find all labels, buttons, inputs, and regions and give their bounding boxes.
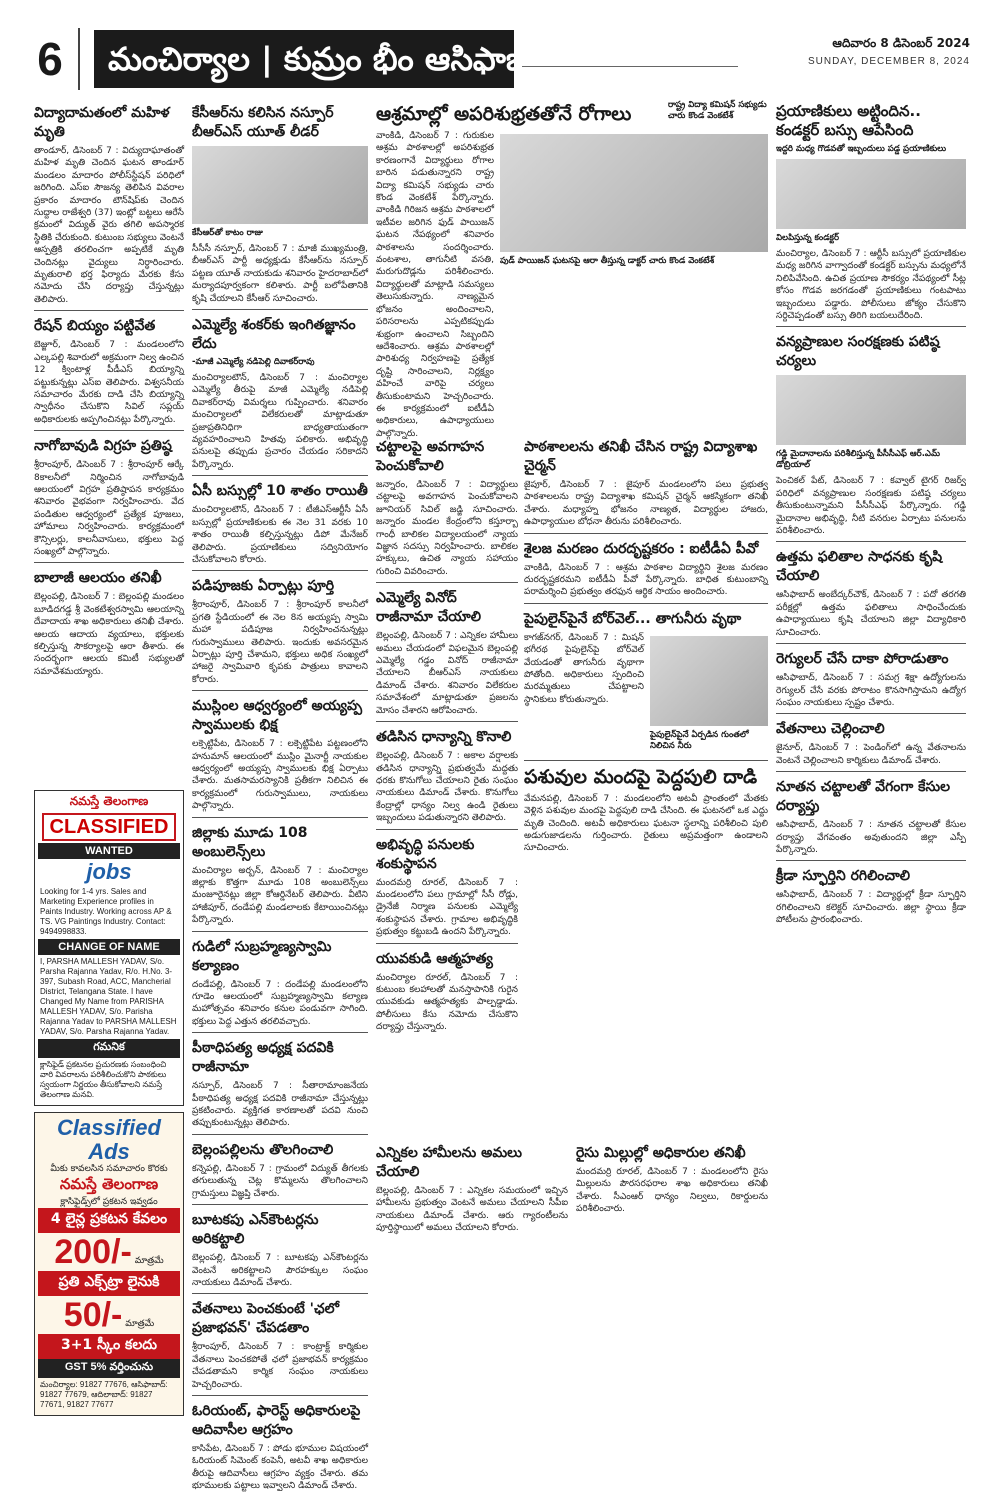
article <box>34 437 184 558</box>
article <box>192 938 368 1029</box>
article-body: కన్నెపల్లి, డిసెంబర్ 7 : గ్రామంలో విద్యుత్ తీగలకు తగులుతున్న చెట్ల కొమ్మలను తొలగించాలని గ్రామస్తులు విజ్ఞప్తి చేశారు. <box>192 1163 368 1199</box>
article <box>192 824 368 927</box>
lead-body: వాంకిడి, డిసెంబర్ 7 : గురుకుల ఆశ్రమ పాఠశాలల్లో అపరిశుభ్రత కారణంగానే విద్యార్థులు రోగాల బారిన పడుతున్నారని రాష్ట్ర విద్యా కమిషన్ సభ్యుడు చారు కొండ వెంకటేశ్ పేర్కొన్నారు. వాంకిడి గిరిజన ఆశ్రమ పాఠశాలలో ఇటీవల జరిగిన ఫుడ్ పాయిజన్ ఘటన నేపథ్యంలో శనివారం పాఠశాలను సందర్శించారు. వంటశాల, తాగునీటి వసతి, మరుగుదొడ్లను పరిశీలించారు. విద్యార్థులతో మాట్లాడి సమస్యలు తెలుసుకున్నారు. నాణ్యమైన భోజనం అందించాలని, పరిసరాలను ఎప్పటికప్పుడు శుభ్రంగా ఉంచాలని సిబ్బందిని ఆదేశించారు. ఆశ్రమ పాఠశాలల్లో పారిశుధ్య నిర్వహణపై ప్రత్యేక దృష్టి సారించాలని, నిర్లక్ష్యం వహించే వారిపై చర్యలు తీసుకుంటామని హెచ్చరించారు. ఈ కార్యక్రమంలో ఐటీడీఏ అధికారులు, ఉపాధ్యాయులు పాల్గొన్నారు. <box>376 131 494 439</box>
article <box>192 1141 368 1200</box>
newspaper-page <box>8 8 973 1494</box>
change-of-name-heading: CHANGE OF NAME <box>38 939 180 955</box>
article <box>34 104 184 306</box>
article-row <box>524 632 768 756</box>
headline: విద్యాదామతంలో మహిళ మృతి <box>34 105 170 140</box>
article-body: శ్రీరాంపూర్, డిసెంబర్ 7 : శ్రీరాంపూర్ ఆర్కే 8కాలనీలో నిర్మించిన నాగోబావుడి ఆలయంలో విగ్రహ ప్రతిష్ఠాపన కార్యక్రమం శనివారం వైభవంగా నిర్వహించారు. వేద పండితుల ఆధ్వర్యంలో ప్రత్యేక పూజలు, హోమాలు నిర్వహించారు. కార్యక్రమంలో కౌన్సిలర్లు, కాలనీవాసులు, భక్తులు పెద్ద సంఖ్యలో పాల్గొన్నారు. <box>34 460 184 557</box>
article <box>192 316 368 471</box>
divider <box>376 943 518 944</box>
promo-line: క్లాసిఫైడ్స్‌లో ప్రకటన ఇవ్వడం <box>60 1197 158 1207</box>
photo-caption: విలపిస్తున్న కండక్టర్ <box>776 233 839 243</box>
article <box>524 540 768 599</box>
column-4 <box>524 432 768 1132</box>
promo-brand: నమస్తే తెలంగాణ <box>59 1175 159 1193</box>
article <box>192 1211 368 1289</box>
article <box>192 1300 368 1391</box>
headline: ఎన్నికల హామీలను అమలు చేయాలి <box>376 1145 522 1180</box>
jobs-logo: jobs <box>86 859 132 884</box>
price-base-tail: మాత్రమే <box>134 1256 164 1266</box>
article-body: మందమర్రి రూరల్, డిసెంబర్ 7 : మండలంలోని రైసు మిల్లులను పౌరసరఫరాల శాఖ అధికారులు తనిఖీ చేశారు. సీఎంఆర్ ధాన్యం నిల్వలు, రికార్డులను పరిశీలించారు. <box>576 1167 768 1215</box>
article-body: కాగజ్‌నగర్, డిసెంబర్ 7 : మిషన్ భగీరథ పైపులైన్‌పై బోర్‌వెల్ వేయడంతో తాగునీరు వృథాగా పోతోంది. అధికారులు స్పందించి మరమ్మతులు చేపట్టాలని స్థానికులు కోరుతున్నారు. <box>524 632 644 705</box>
divider <box>776 860 966 861</box>
headline: చట్టాలపై అవగాహన పెంచుకోవాలి <box>376 439 485 474</box>
headline: జిల్లాకు మూడు 108 అంబులెన్స్‌లు <box>192 824 308 860</box>
divider <box>376 721 518 722</box>
divider <box>192 931 368 932</box>
article-body: నస్పూర్, డిసెంబర్ 7 : సీతారామాంజనేయ పీఠాధిపత్య అధ్యక్ష పదవికి రాజీనామా చేస్తున్నట్లు ప్రకటించారు. వ్యక్తిగత కారణాలతో పదవి నుంచి తప్పుకుంటున్నట్లు తెలిపారు. <box>192 1081 368 1129</box>
photo-block <box>650 632 768 756</box>
price-extra-tail: మాత్రమే <box>125 1319 155 1329</box>
article <box>776 867 966 926</box>
article-body: జన్నారం, డిసెంబర్ 7 : విద్యార్థులు చట్టాలపై అవగాహన పెంచుకోవాలని జూనియర్ సివిల్ జడ్జి సూచించారు. జన్నారం మండల కేంద్రంలోని కస్తూర్బా గాంధీ బాలికల విద్యాలయంలో న్యాయ విజ్ఞాన సదస్సు నిర్వహించారు. బాలికల హక్కులు, ఉచిత న్యాయ సహాయం గురించి వివరించారు. <box>376 480 518 577</box>
article <box>376 728 518 824</box>
headline: నూతన చట్టాలతో వేగంగా కేసుల దర్యాప్తు <box>776 779 951 815</box>
section-title: మంచిర్యాల | కుమ్రం భీం ఆసిఫాబాద్ <box>94 30 514 88</box>
notice-heading: గమనిక <box>38 1039 180 1058</box>
article <box>376 836 518 939</box>
headline: బెల్లంపల్లిలను తొలగించాలి <box>192 1141 334 1158</box>
article <box>524 765 768 855</box>
article-body: బెల్లంపల్లి, డిసెంబర్ 7 : అకాల వర్షాలకు తడిసిన ధాన్యాన్ని ప్రభుత్వమే మద్దతు ధరకు కొనుగోలు చేయాలని రైతు సంఘం నాయకులు డిమాండ్ చేశారు. కొనుగోలు కేంద్రాల్లో ధాన్యం నిల్వ ఉండి రైతులు ఇబ్బందులు పడుతున్నారని తెలిపారు. <box>376 751 518 824</box>
article-body: మంచిర్యాలటౌన్, డిసెంబర్ 7 : మంచిర్యాల ఎమ్మెల్యే తీరుపై మాజీ ఎమ్మెల్యే నడిపెల్లి దివాకర్‌రావు విమర్శలు గుప్పించారు. శనివారం మంచిర్యాలలో విలేకరులతో మాట్లాడుతూ ప్రజాప్రతినిధిగా బాధ్యతాయుతంగా వ్యవహరించాలని హితవు పలికారు. అభివృద్ధి పనులపై తప్పుడు ప్రచారం చేయడం సరికాదని పేర్కొన్నారు. <box>192 373 368 470</box>
article <box>776 720 966 767</box>
divider <box>192 570 368 571</box>
article-body: వేమనపల్లి, డిసెంబర్ 7 : మండలంలోని అటవీ ప్రాంతంలో మేతకు వెళ్లిన పశువుల మందపై పెద్దపులి దాడి చేసింది. ఈ ఘటనలో ఒక ఎద్దు మృతి చెందింది. అటవీ అధికారులు ఘటనా స్థలాన్ని పరిశీలించి పులి అడుగుజాడలను గుర్తించారు. రైతులు అప్రమత్తంగా ఉండాలని సూచించారు. <box>524 793 768 854</box>
photo <box>776 159 966 229</box>
gst-note: GST 5% వర్తించును <box>38 1359 180 1378</box>
price-row <box>38 1296 180 1334</box>
headline: రెగ్యులర్ చేసే దాకా పోరాడుతాం <box>776 651 949 668</box>
extra-line-offer: ప్రతి ఎక్స్‌ట్రా లైనుకి <box>38 1271 180 1296</box>
wanted-heading: WANTED <box>38 843 180 859</box>
divider <box>376 829 518 830</box>
headline: రైసు మిల్లుల్లో అధికారుల తనిఖీ <box>576 1145 746 1161</box>
headline: ముస్లింల ఆధ్వర్యంలో అయ్యప్ప స్వాములకు భిక్ష <box>192 698 363 734</box>
divider <box>192 817 368 818</box>
contact-phones: మంచిర్యాల: 91827 77676, ఆసిఫాబాద్: 91827 77679, ఆదిలాబాద్: 91827 77671, 91827 77677 <box>40 1380 168 1409</box>
headline: అభివృద్ధి పనులకు శంకుస్థాపన <box>376 836 475 872</box>
article-body: బెల్లంపల్లి, డిసెంబర్ 7 : బెల్లంపల్లి మండలం బూడిదగడ్డ శ్రీ వెంకటేశ్వరస్వామి ఆలయాన్ని దేవాదాయ శాఖ అధికారులు తనిఖీ చేశారు. ఆలయ ఆదాయ వ్యయాలు, భక్తులకు కల్పిస్తున్న సౌకర్యాలపై ఆరా తీశారు. ఈ సందర్భంగా ఆలయ కమిటీ సభ్యులతో సమావేశమయ్యారు. <box>34 592 184 677</box>
promo-title: Classified Ads <box>57 1115 161 1164</box>
headline: నాగోబావుడి విగ్రహ ప్రతిష్ఠ <box>34 438 172 455</box>
article-body: శ్రీరాంపూర్, డిసెంబర్ 7 : శ్రీరాంపూర్ కాలనీలో ప్రగతి స్టేడియంలో ఈ నెల 8న అయ్యప్ప స్వామి మహా పడిపూజ నిర్వహించనున్నట్లు గురుస్వాములు తెలిపారు. ఇందుకు అవసరమైన ఏర్పాట్లు పూర్తి చేశామని, భక్తులు అధిక సంఖ్యలో హాజరై స్వామివారి కృపకు పాత్రులు కావాలని కోరారు. <box>192 600 368 685</box>
divider <box>376 582 518 583</box>
article-body: సీసీసీ నస్పూర్, డిసెంబర్ 7 : మాజీ ముఖ్యమంత్రి, బీఆర్ఎస్ పార్టీ అధ్యక్షుడు కేసీఆర్‌ను నస్పూర్ పట్టణ యూత్ నాయకుడు శనివారం హైదరాబాద్‌లో మర్యాదపూర్వకంగా కలిశారు. పార్టీ బలోపేతానికి కృషి చేయాలని కేసీఆర్ సూచించారు. <box>192 244 368 304</box>
headline: ఎమ్మెల్యే శంకర్‌కు ఇంగితజ్ఞానం లేదు <box>192 317 356 353</box>
masthead-rule <box>522 66 738 67</box>
headline: గుడిలో సుబ్రహ్మణ్యస్వామి కల్యాణం <box>192 938 332 974</box>
article-body: ఆసిఫాబాద్ అంబేద్కర్‌చౌక్, డిసెంబర్ 7 : పదో తరగతి పరీక్షల్లో ఉత్తమ ఫలితాలు సాధించేందుకు ఉపాధ్యాయులు కృషి చేయాలని జిల్లా విద్యాధికారి సూచించారు. <box>776 590 966 638</box>
headline: బూటకపు ఎన్‌కౌంటర్లను అరికట్టాలి <box>192 1212 319 1248</box>
article <box>376 589 518 717</box>
article <box>192 577 368 686</box>
brand-logo: నమస్తే తెలంగాణ <box>69 794 149 808</box>
headline: కేసీఆర్‌ను కలిసిన నస్పూర్ బీఆర్ఎస్ యూత్ లీడర్ <box>192 105 334 140</box>
classified-title: CLASSIFIED <box>42 813 176 841</box>
divider <box>192 1293 368 1294</box>
divider <box>192 1395 368 1396</box>
column-1 <box>34 98 184 778</box>
article <box>776 650 966 709</box>
lead-kicker: రాష్ట్ర విద్యా కమిషన్ సభ్యుడు చారు కొండ వెంకటేశ్ <box>668 100 767 121</box>
headline: వేతనాలు చెల్లించాలి <box>776 721 885 738</box>
article-body: వాంకిడి, డిసెంబర్ 7 : ఆశ్రమ పాఠశాల విద్యార్థిని శైలజ మరణం దురదృష్టకరమని ఐటీడీఏ పీవో పేర్కొన్నారు. బాధిత కుటుంబాన్ని పరామర్శించి ప్రభుత్వం తరఫున ఆర్థిక సాయం అందించారు. <box>524 562 768 598</box>
article <box>776 102 966 322</box>
headline: క్రీడా స్ఫూర్తిని రగిలించాలి <box>776 868 911 885</box>
divider <box>192 309 368 310</box>
headline: ఏసీ బస్సుల్లో 10 శాతం రాయితీ <box>192 483 368 500</box>
divider <box>776 326 966 327</box>
headline: వన్యప్రాణుల సంరక్షణకు పటిష్ఠ చర్యలు <box>776 334 940 370</box>
article-body: దండేపల్లి, డిసెంబర్ 7 : దండేపల్లి మండలంలోని గూడెం ఆలయంలో సుబ్రహ్మణ్యస్వామి కల్యాణ మహోత్సవం శనివారం కనుల పండువగా సాగింది. భక్తులు పెద్ద ఎత్తున తరలివచ్చారు. <box>192 979 368 1027</box>
article <box>524 610 768 756</box>
divider <box>34 310 184 311</box>
article-body: కాసిపేట, డిసెంబర్ 7 : పోడు భూముల విషయంలో ఓరియంట్ సిమెంట్ కంపెనీ, అటవీ శాఖ అధికారుల తీరుపై ఆదివాసీలు ఆగ్రహం వ్యక్తం చేశారు. తమ భూములకు పట్టాలు ఇవ్వాలని డిమాండ్ చేశారు. <box>192 1443 368 1492</box>
article-body: బెల్లంపల్లి, డిసెంబర్ 7 : ఎన్నికల సమయంలో ఇచ్చిన హామీలను ప్రభుత్వం వెంటనే అమలు చేయాలని సీపీఐ నాయకులు డిమాండ్ చేశారు. ఆరు గ్యారంటీలను పూర్తిస్థాయిలో అమలు చేయాలని కోరారు. <box>376 1186 568 1234</box>
headline: పాఠశాలలను తనిఖీ చేసిన రాష్ట్ర విద్యాశాఖ చైర్మన్ <box>524 439 758 474</box>
divider <box>776 713 966 714</box>
photo <box>776 375 966 445</box>
classified-promo <box>34 1112 184 1416</box>
article <box>34 317 184 426</box>
headline: తడిసిన ధాన్యాన్ని కొనాలి <box>376 729 512 746</box>
article-body: మందమర్రి రూరల్, డిసెంబర్ 7 : మండలంలోని పలు గ్రామాల్లో సీసీ రోడ్లు, డ్రైనేజీ నిర్మాణ పనులకు ఎమ్మెల్యే శంకుస్థాపన చేశారు. గ్రామాల అభివృద్ధికి ప్రభుత్వం కట్టుబడి ఉందని పేర్కొన్నారు. <box>376 877 518 938</box>
price-extra: 50/- <box>63 1296 123 1334</box>
article <box>192 482 368 566</box>
headline: పైపులైన్‌పైనే బోర్‌వెల్... తాగునీరు వృథా <box>524 610 742 627</box>
article-body: మంచిర్యాలటౌన్, డిసెంబర్ 7 : టీజీఎస్ఆర్టీసీ ఏసీ బస్సుల్లో ప్రయాణికులకు ఈ నెల 31 వరకు 10 శాతం రాయితీ కల్పిస్తున్నట్లు డిపో మేనేజర్ తెలిపారు. ప్రయాణికులు సద్వినియోగం చేసుకోవాలని కోరారు. <box>192 505 368 565</box>
lines-offer: 4 లైన్ల ప్రకటన కేవలం <box>38 1208 180 1233</box>
article <box>576 1138 768 1490</box>
photo-caption: పైపులైన్‌పైనే ఏర్పడిన గుంతలో నిలిచిన నీరు <box>650 729 749 751</box>
headline: పశువుల మందపై పెద్దపులి దాడి <box>524 765 758 788</box>
headline: రేషన్ బియ్యం పట్టివేత <box>34 318 156 335</box>
headline: ఎమ్మెల్యే వినోద్ రాజీనామా చేయాలి <box>376 590 482 626</box>
change-of-name-text: I, PARSHA MALLESH YADAV, S/o. Parsha Rajanna Yadav, R/o. H.No. 3-397, Subash Road, ACC, Mancherial District, Telangana State. I have Changed My Name from PARISHA MALLESH YADAV, S/o. Parisha Rajanna Yadav to PARSHA MALLESH YADAV, S/o. Parsha Rajanna Yadav. <box>40 957 177 1036</box>
lead-photo-block <box>500 130 768 440</box>
divider <box>192 690 368 691</box>
divider <box>776 643 966 644</box>
headline: యువకుడి ఆత్మహత్య <box>376 950 493 967</box>
headline: ఉత్తమ ఫలితాల సాధనకు కృషి చేయాలి <box>776 549 943 585</box>
kicker: ఇద్దరి మధ్య గొడవతో ఇబ్బందులు పడ్డ ప్రయాణికులు <box>776 144 947 154</box>
divider <box>192 1204 368 1205</box>
article-body: ఆసిఫాబాద్, డిసెంబర్ 7 : విద్యార్థుల్లో క్రీడా స్ఫూర్తిని రగిలించాలని కలెక్టర్ సూచించారు. జిల్లా స్థాయి క్రీడా పోటీలను ప్రారంభించారు. <box>776 890 966 926</box>
headline: ప్రయాణికులు అట్టిందిన.. కండక్టర్ బస్సు ఆపేసింది <box>776 102 921 139</box>
article-body: శ్రీరాంపూర్, డిసెంబర్ 7 : కాంట్రాక్ట్ కార్మికుల వేతనాలు పెంచకపోతే ఛలో ప్రజాభవన్ కార్యక్రమం చేపడతామని కార్మిక సంఘం నాయకులు హెచ్చరించారు. <box>192 1342 368 1390</box>
promo-subtitle: మీకు కావలసిన సమాచారం కొరకు <box>50 1164 168 1174</box>
divider <box>524 533 768 534</box>
article-body: బెల్లంపల్లి, డిసెంబర్ 7 : బూటకపు ఎన్‌కౌంటర్లను వెంటనే అరికట్టాలని పౌరహక్కుల సంఘం నాయకులు డిమాండ్ చేశారు. <box>192 1253 368 1288</box>
photo-caption: గడ్డి మైదానాలను పరిశీలిస్తున్న పీసీసీఎఫ్ ఆర్.ఎమ్ డోబ్రియాల్ <box>776 449 940 471</box>
article-body: ఆసిఫాబాద్, డిసెంబర్ 7 : నూతన చట్టాలతో కేసుల దర్యాప్తు వేగవంతం అవుతుందని జిల్లా ఎస్పీ పేర్కొన్నారు. <box>776 820 966 855</box>
article-body: పెంచికల్ పేట్, డిసెంబర్ 7 : కవ్వాల్ టైగర్ రిజర్వ్ పరిధిలో వన్యప్రాణుల సంరక్షణకు పటిష్ఠ చర్యలు తీసుకుంటున్నామని పీసీసీఎఫ్ పేర్కొన్నారు. గడ్డి మైదానాల అభివృద్ధి, నీటి వనరుల ఏర్పాటు పనులను పరిశీలించారు. <box>776 476 966 537</box>
article <box>192 697 368 812</box>
article-body: ఆసిఫాబాద్, డిసెంబర్ 7 : సమగ్ర శిక్షా ఉద్యోగులను రెగ్యులర్ చేసే వరకు పోరాటం కొనసాగిస్తామని ఉద్యోగ సంఘం నాయకులు స్పష్టం చేశారు. <box>776 673 966 708</box>
byline: -మాజీ ఎమ్మెల్యే నడిపెల్లి దివాకర్‌రావు <box>192 357 315 368</box>
headline: పడిపూజకు ఏర్పాట్లు పూర్తి <box>192 578 335 595</box>
article <box>776 333 966 537</box>
lead-story <box>376 98 768 439</box>
article <box>524 438 768 529</box>
article <box>376 950 518 1034</box>
photo-caption: కేసీఆర్‌తో కాటం రాజు <box>192 228 263 238</box>
divider <box>192 1134 368 1135</box>
wanted-text: Looking for 1-4 yrs. Sales and Marketing Experience profiles in Paints Industry. Working across AP & TS. VG Paintings Industry. Contact: 9494998833. <box>40 887 172 936</box>
headline: శైలజ మరణం దురదృష్టకరం : ఐటీడీఏ పీవో <box>524 540 759 557</box>
masthead-date <box>730 36 970 67</box>
lead-headline: ఆశ్రమాల్లో అపరిశుభ్రతతోనే రోగాలు <box>376 103 632 125</box>
divider <box>34 430 184 431</box>
divider <box>776 541 966 542</box>
lead-photo-caption: పుడ్ పాయిజన్ ఘటనపై ఆరా తీస్తున్న డాక్టర్ చారు కొండ వెంకటేశ్ <box>500 256 715 266</box>
article <box>192 1402 368 1493</box>
headline: పీఠాధిపత్య అధ్యక్ష పదవికి రాజీనామా <box>192 1040 334 1076</box>
price-base: 200/- <box>54 1233 132 1271</box>
article <box>776 548 966 639</box>
article-body: జైనూర్, డిసెంబర్ 7 : పెండింగ్‌లో ఉన్న వేతనాలను వెంటనే చెల్లించాలని కార్మికులు డిమాండ్ చేశారు. <box>776 743 966 766</box>
divider <box>776 771 966 772</box>
lead-content <box>376 130 768 440</box>
article-body: లక్సెట్టిపేట, డిసెంబర్ 7 : లక్సెట్టిపేట పట్టణంలోని హనుమాన్ ఆలయంలో ముస్లిం మైనార్టీ నాయకుల ఆధ్వర్యంలో అయ్యప్ప స్వాములకు భిక్ష ఏర్పాటు చేశారు. మతసామరస్యానికి ప్రతీకగా నిలిచిన ఈ కార్యక్రమంలో గురుస్వాములు, నాయకులు పాల్గొన్నారు. <box>192 739 368 812</box>
article-body: మంచిర్యాల అర్బన్, డిసెంబర్ 7 : మంచిర్యాల జిల్లాకు కొత్తగా మూడు 108 అంబులెన్స్‌లు మంజూరైనట్లు జిల్లా కోఆర్డినేటర్ తెలిపారు. వీటిని హాజీపూర్, దండేపల్లి మండలాలకు కేటాయించినట్లు పేర్కొన్నారు. <box>192 865 368 926</box>
headline: బాలాజీ ఆలయం తనిఖీ <box>34 570 162 587</box>
article <box>34 569 184 678</box>
divider <box>524 760 768 761</box>
masthead <box>22 28 970 90</box>
classified-box <box>34 790 184 1106</box>
article <box>776 778 966 856</box>
photo <box>192 146 368 224</box>
article <box>376 1138 568 1490</box>
notice-text: క్లాసిఫైడ్ ప్రకటనల ప్రచురణకు సంబంధించి వారి వివరాలను పరిశీలించుకొని పాఠకులు స్వయంగా నిర్ణయం తీసుకోవాలని నమస్తే తెలంగాణ మనవి. <box>40 1060 167 1099</box>
column-6 <box>776 98 966 1490</box>
article <box>376 438 518 578</box>
divider <box>524 603 768 604</box>
photo <box>650 636 768 726</box>
headline: వేతనాలు పెంచకుంటే 'ఛలో ప్రజాభవన్' చేపడతాం <box>192 1301 339 1337</box>
article <box>192 1039 368 1130</box>
lead-photo <box>500 134 768 252</box>
classified-ads <box>34 790 184 1490</box>
page-number: 6 <box>22 28 80 90</box>
article-body: తాండూర్, డిసెంబర్ 7 : విద్యుదాఘాతంతో మహిళ మృతి చెందిన ఘటన తాండూర్ మండలం మాదారం పోలీస్‌స్టేషన్ పరిధిలో జరిగింది. ఎస్ఐ సౌజన్య తెలిపిన వివరాల ప్రకారం మాదారం టౌన్‌షిప్‌కు చెందిన సుద్దాల రాజేశ్వరి (37) ఇంట్లో బట్టలు ఆరేసే క్రమంలో విద్యుత్ వైరు తగిలి అపస్మారక స్థితికి చేరుకుంది. కుటుంబ సభ్యులు వెంటనే ఆస్పత్రికి తరలించగా అప్పటికే మృతి చెందినట్లు వైద్యులు నిర్ధారించారు. మృతురాలి భర్త ఫిర్యాదు మేరకు కేసు నమోదు చేసి దర్యాప్తు చేస్తున్నట్లు తెలిపారు. <box>34 146 184 305</box>
bottom-strip <box>376 1138 768 1490</box>
article <box>192 104 368 305</box>
article-body: జైపూర్, డిసెంబర్ 7 : జైపూర్ మండలంలోని పలు ప్రభుత్వ పాఠశాలలను రాష్ట్ర విద్యాశాఖ కమిషన్ చైర్మన్ ఆకస్మికంగా తనిఖీ చేశారు. మధ్యాహ్న భోజనం నాణ్యత, విద్యార్థుల హాజరు, ఉపాధ్యాయుల బోధనా తీరును పరిశీలించారు. <box>524 480 768 528</box>
article-body: బెజ్జూర్, డిసెంబర్ 7 : మండలంలోని ఎల్కపల్లి శివారులో అక్రమంగా నిల్వ ఉంచిన 12 క్వింటాళ్ల పీడీఎస్ బియ్యాన్ని పట్టుకున్నట్లు ఎస్ఐ తెలిపారు. విశ్వసనీయ సమాచారం మేరకు దాడి చేసి బియ్యాన్ని స్వాధీనం చేసుకొని సివిల్ సప్లయ్ అధికారులకు అప్పగించినట్లు పేర్కొన్నారు. <box>34 340 184 425</box>
headline: ఓరియంట్, ఫారెస్ట్ అధికారులపై ఆదివాసీల ఆగ్రహం <box>192 1402 361 1438</box>
article-body: బెల్లంపల్లి, డిసెంబర్ 7 : ఎన్నికల హామీలు అమలు చేయడంలో విఫలమైన బెల్లంపల్లి ఎమ్మెల్యే గడ్డం వినోద్ రాజీనామా చేయాలని బీఆర్ఎస్ నాయకులు డిమాండ్ చేశారు. శనివారం విలేకరుల సమావేశంలో మాట్లాడుతూ ప్రజలను మోసం చేశారని ఆరోపించారు. <box>376 631 518 716</box>
divider <box>192 475 368 476</box>
lead-header <box>376 98 768 130</box>
column-3 <box>376 432 518 1132</box>
price-row <box>38 1233 180 1271</box>
column-2 <box>192 98 368 1490</box>
scheme-offer: 3+1 స్కీం కలదు <box>38 1334 180 1359</box>
date-telugu: ఆదివారం 8 డిసెంబర్ 2024 <box>832 36 970 50</box>
date-english: SUNDAY, DECEMBER 8, 2024 <box>807 56 970 67</box>
divider <box>192 1032 368 1033</box>
divider <box>34 562 184 563</box>
article-body: మంచిర్యాల, డిసెంబర్ 7 : ఆర్టీసీ బస్సులో ప్రయాణికుల మధ్య జరిగిన వాగ్వాదంతో కండక్టర్ బస్సును మధ్యలోనే నిలిపివేసింది. ఉచిత ప్రయాణ సౌకర్యం నేపథ్యంలో సీట్ల కోసం గొడవ జరగడంతో ప్రయాణికులు గంటపాటు ఇబ్బందులు పడ్డారు. పోలీసులు జోక్యం చేసుకొని సర్దిచెప్పడంతో బస్సు తిరిగి బయలుదేరింది. <box>776 249 966 322</box>
article-body: మంచిర్యాల రూరల్, డిసెంబర్ 7 : కుటుంబ కలహాలతో మనస్తాపానికి గురైన యువకుడు ఆత్మహత్యకు పాల్పడ్డాడు. పోలీసులు కేసు నమోదు చేసుకొని దర్యాప్తు చేస్తున్నారు. <box>376 972 518 1033</box>
